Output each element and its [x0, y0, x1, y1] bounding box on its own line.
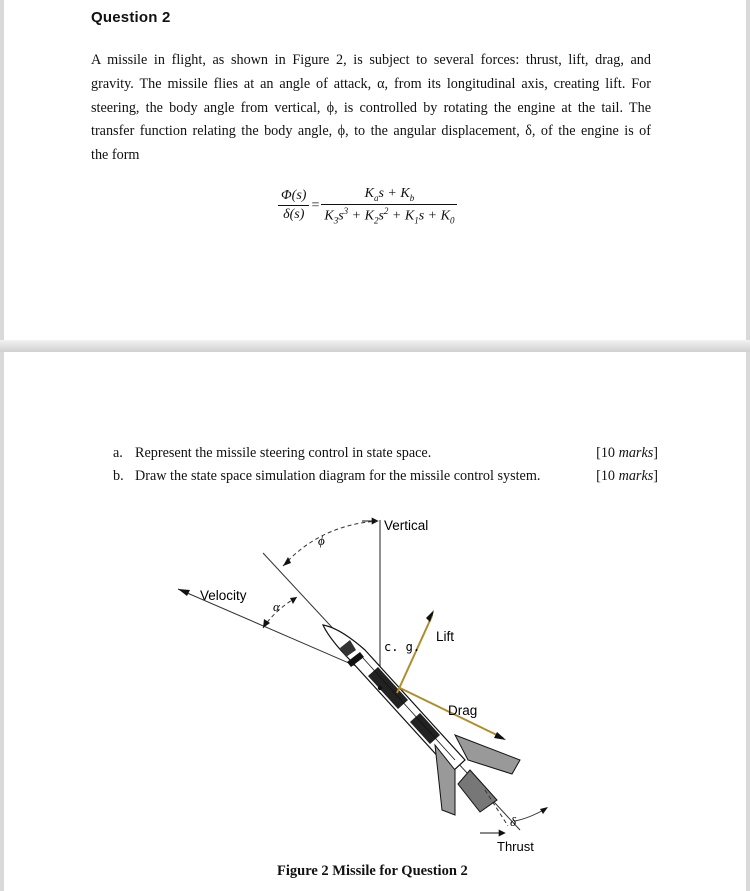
- delta-label: δ: [510, 814, 517, 829]
- task-marks: [10 marks]: [596, 468, 658, 484]
- cg-label: c. g.: [384, 640, 421, 654]
- alpha-arrowhead: [290, 597, 297, 604]
- task-letter: a.: [113, 445, 123, 461]
- velocity-arrowhead: [178, 589, 190, 596]
- cg-marker: [378, 686, 382, 690]
- paragraph-line: transfer function relating the body angle, ϕ, to the angular displacement, δ, of the engine is of: [91, 123, 651, 140]
- vertical-label: Vertical: [384, 518, 429, 533]
- phi-angle-arc: [283, 521, 378, 566]
- alpha-label: α: [273, 599, 280, 614]
- delta-arrowhead: [540, 807, 548, 814]
- task-marks: [10 marks]: [596, 445, 658, 461]
- paragraph-line: the form: [91, 147, 140, 164]
- paragraph-line: steering, the body angle from vertical, ϕ, is controlled by rotating the engine at the tail. The: [91, 99, 651, 116]
- lift-vector: [397, 616, 432, 693]
- velocity-label: Velocity: [200, 588, 247, 603]
- phi-label: ϕ: [318, 533, 325, 548]
- missile-body: [323, 625, 520, 815]
- task-text: Represent the missile steering control in state space.: [135, 445, 432, 461]
- rhs-denominator: $K_3s^3 + K_2s^2 + K_1s + K_0$: [324, 205, 455, 226]
- drag-arrowhead: [494, 732, 506, 740]
- task-letter: b.: [113, 468, 124, 484]
- paragraph-line: gravity. The missile flies at an angle of attack, α, from its longitudinal axis, creating lift. For: [91, 75, 651, 92]
- rhs-numerator: $K_as + K_b$: [321, 186, 457, 205]
- lift-label: Lift: [436, 629, 455, 644]
- task-text: Draw the state space simulation diagram for the missile control system.: [135, 468, 541, 484]
- figure-caption: Figure 2 Missile for Question 2: [277, 863, 468, 879]
- drag-label: Drag: [448, 703, 478, 718]
- thrust-label: Thrust: [497, 839, 534, 854]
- equals-sign: =: [311, 197, 320, 213]
- question-title: Question 2: [91, 9, 171, 26]
- paragraph-line: A missile in flight, as shown in Figure 2, is subject to several forces: thrust, lift, drag, and: [91, 52, 651, 68]
- lift-arrowhead: [426, 610, 434, 622]
- lhs-denominator: δ(s): [283, 207, 305, 223]
- lhs-numerator: Φ(s): [281, 188, 307, 204]
